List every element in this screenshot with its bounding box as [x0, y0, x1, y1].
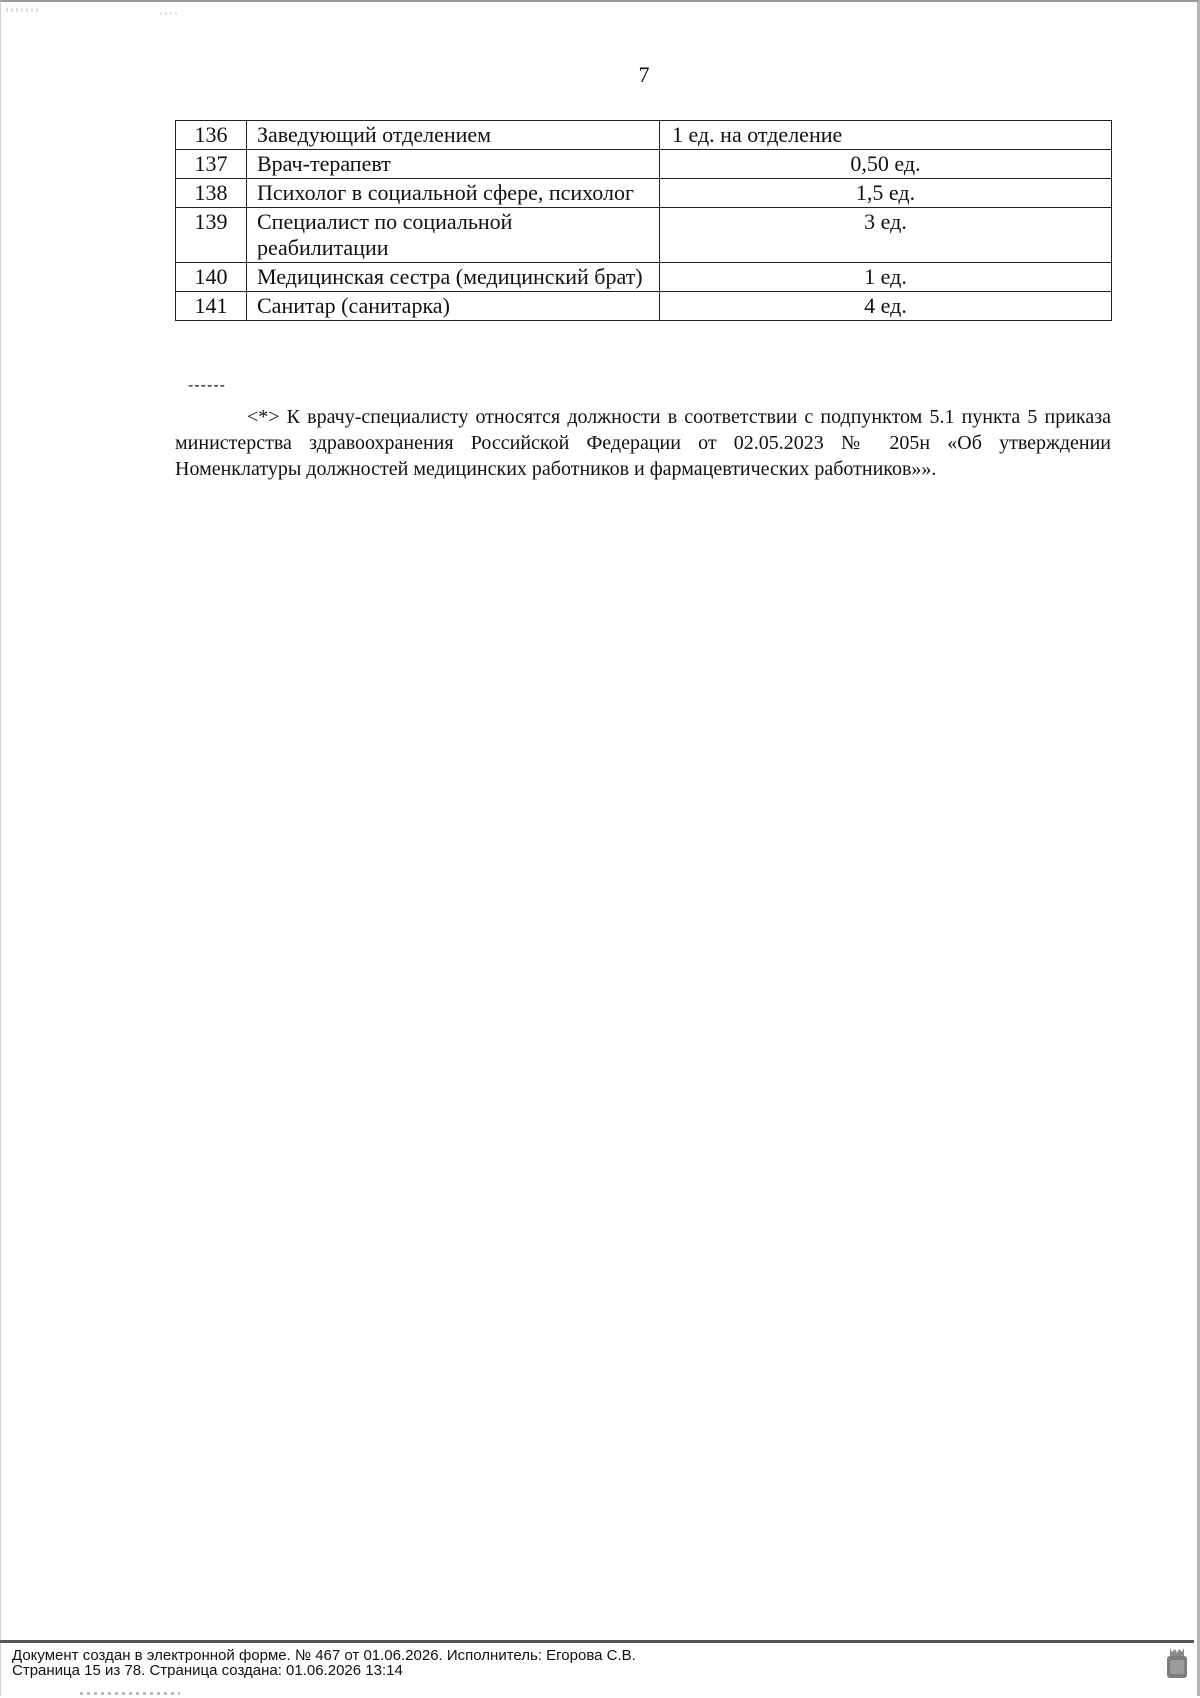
scan-artifact — [80, 1692, 180, 1695]
footnote-text: <*> К врачу-специалисту относятся должности в соответствии с подпунктом 5.1 пункта 5 приказа министерства здравоохранения Российской Федерации от 02.05.2023 № 205н «Об утверждении Номенклатуры должностей медицинских работников и фармацевтических работников»». — [175, 406, 1111, 480]
row-number-cell: 138 — [176, 179, 247, 208]
position-title-cell: Специалист по социальной реабилитации — [247, 208, 660, 263]
document-footer — [12, 1648, 636, 1678]
row-number-cell: 137 — [176, 150, 247, 179]
position-title-cell: Санитар (санитарка) — [247, 292, 660, 321]
row-number-cell: 140 — [176, 263, 247, 292]
document-stamp-icon — [1166, 1646, 1188, 1680]
position-title-cell: Врач-терапевт — [247, 150, 660, 179]
row-number-cell: 136 — [176, 121, 247, 150]
table-row — [176, 292, 1112, 321]
staff-quantity-cell: 1 ед. — [660, 263, 1112, 292]
row-number-cell: 139 — [176, 208, 247, 263]
staff-quantity-cell: 3 ед. — [660, 208, 1112, 263]
table-row — [176, 263, 1112, 292]
footer-line-page: Страница 15 из 78. Страница создана: 01.06.2026 13:14 — [12, 1662, 403, 1679]
table-row — [176, 179, 1112, 208]
staff-quantity-cell: 0,50 ед. — [660, 150, 1112, 179]
staff-quantity-cell: 1,5 ед. — [660, 179, 1112, 208]
staff-quantity-cell: 4 ед. — [660, 292, 1112, 321]
table-row — [176, 208, 1112, 263]
row-number-cell: 141 — [176, 292, 247, 321]
scan-artifact — [6, 8, 40, 12]
footer-divider — [0, 1640, 1194, 1643]
staff-quantity-cell: 1 ед. на отделение — [660, 121, 1112, 150]
footnote-separator: ------ — [188, 377, 226, 394]
page-number: 7 — [638, 62, 650, 87]
position-title-cell: Медицинская сестра (медицинский брат) — [247, 263, 660, 292]
table-row — [176, 150, 1112, 179]
staff-table — [175, 120, 1112, 321]
position-title-cell: Заведующий отделением — [247, 121, 660, 150]
footer-line-document: Документ создан в электронной форме. № 467 от 01.06.2026. Исполнитель: Егорова С.В. — [12, 1647, 636, 1664]
position-title-cell: Психолог в социальной сфере, психолог — [247, 179, 660, 208]
scan-artifact — [160, 12, 180, 15]
table-row — [176, 121, 1112, 150]
